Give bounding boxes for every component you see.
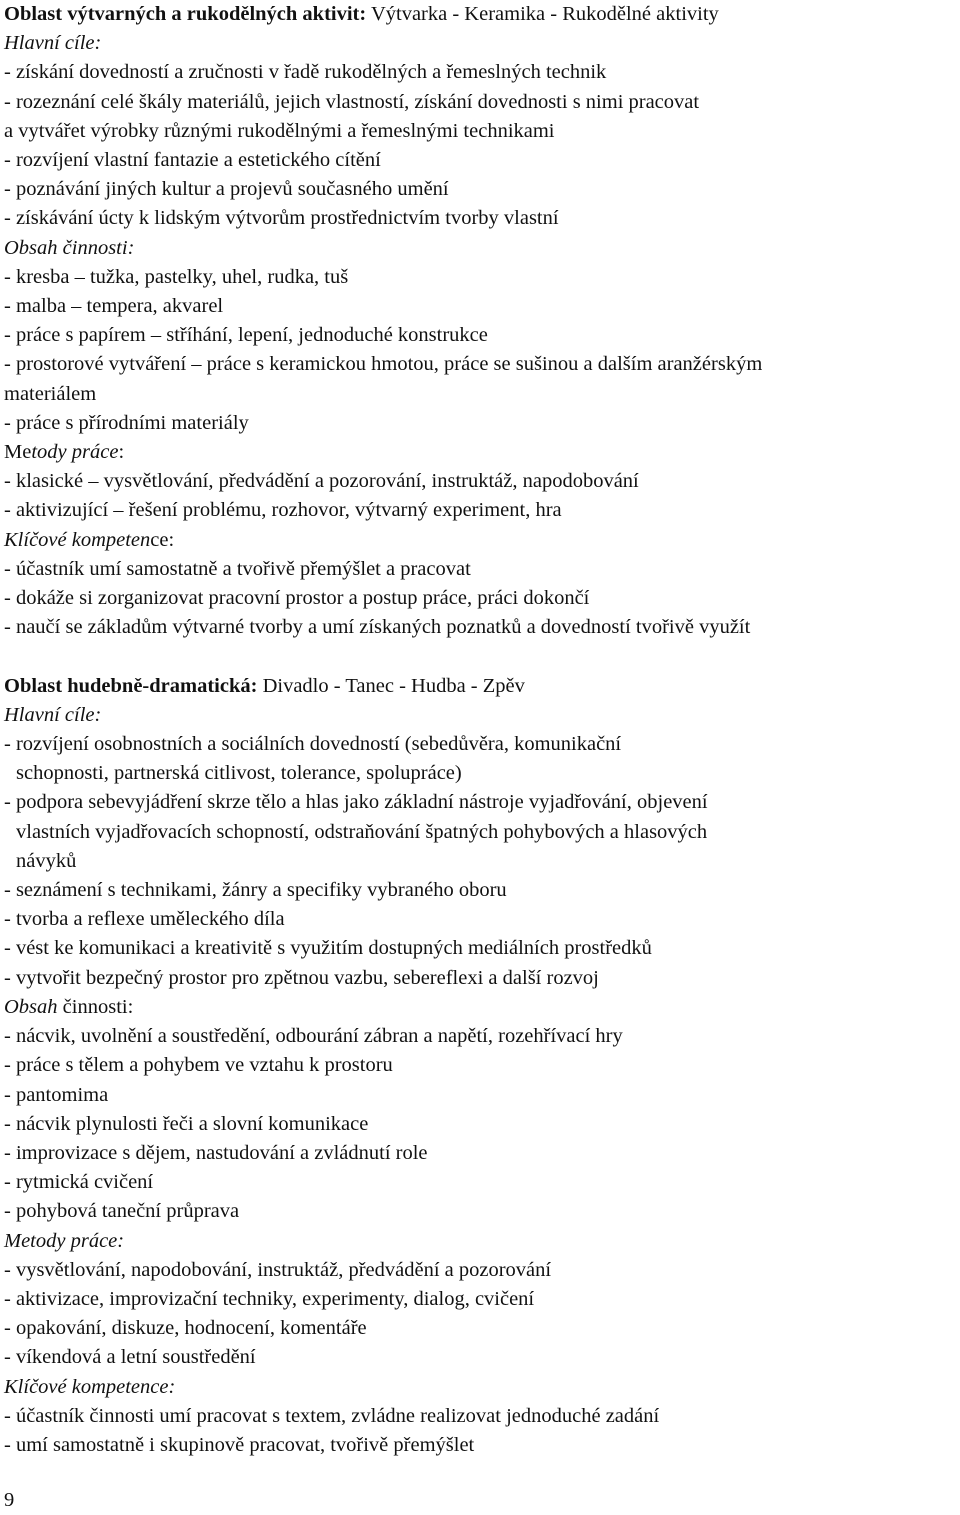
list-item: - získávání úcty k lidským výtvorům prostřednictvím tvorby vlastní [4,207,559,230]
list-item: - účastník činnosti umí pracovat s textem, zvládne realizovat jednoduché zadání [4,1404,660,1427]
list-item: a vytvářet výrobky různými rukodělnými a řemeslnými technikami [4,119,555,142]
list-item: - pohybová taneční průprava [4,1200,240,1223]
competences-heading-italic: Klíčové kompeten [4,528,151,551]
methods-heading [4,438,960,467]
list-item: - nácvik plynulosti řeči a slovní komunikace [4,1112,369,1135]
list-item: - vytvořit bezpečný prostor pro zpětnou vazbu, sebereflexi a další rozvoj [4,966,599,989]
list-item: materiálem [4,382,97,405]
list-item: - vést ke komunikaci a kreativitě s využitím dostupných mediálních prostředků [4,937,652,960]
list-item: - práce s tělem a pohybem ve vztahu k prostoru [4,1054,393,1077]
section-gap [4,642,960,671]
competences-heading [4,526,960,555]
goals-heading: Hlavní cíle: [4,703,102,726]
section-title-bold: Oblast hudebně-dramatická: [4,674,258,697]
list-item: - podpora sebevyjádření skrze tělo a hlas jako základní nástroje vyjadřování, objevení [4,791,708,814]
list-item: - účastník umí samostatně a tvořivě přemýšlet a pracovat [4,557,471,580]
section-music-drama [4,672,960,1460]
list-item: - rozeznání celé škály materiálů, jejich vlastností, získání dovednosti s nimi pracovat [4,90,700,113]
list-item: - prostorové vytváření – práce s keramickou hmotou, práce se sušinou a dalším aranžérským [4,353,763,376]
methods-heading-italic: tody práce [31,441,119,464]
list-item: - rozvíjení vlastní fantazie a estetického cítění [4,149,381,172]
methods-heading-tail: : [118,441,125,464]
list-item: - dokáže si zorganizovat pracovní prostor a postup práce, práci dokončí [4,587,590,610]
list-item: - naučí se základům výtvarné tvorby a umí získaných poznatků a dovedností tvořivě využít [4,616,751,639]
competences-heading-plain: ce: [150,528,175,551]
list-item: - opakování, diskuze, hodnocení, komentáře [4,1317,367,1340]
list-item: - nácvik, uvolnění a soustředění, odbourání zábran a napětí, rozehřívací hry [4,1025,623,1048]
list-item: - rytmická cvičení [4,1171,154,1194]
list-item: - poznávání jiných kultur a projevů současného umění [4,178,449,201]
list-item: - pantomima [4,1083,109,1106]
content-heading: Obsah činnosti: [4,236,135,259]
list-item: - vysvětlování, napodobování, instruktáž, předvádění a pozorování [4,1258,552,1281]
list-item-continuation: vlastních vyjadřovacích schopností, odstraňování špatných pohybových a hlasových [16,820,708,843]
list-item: - získání dovedností a zručnosti v řadě rukodělných a řemeslných technik [4,61,607,84]
section-title [4,672,960,701]
list-item: - práce s přírodními materiály [4,411,249,434]
list-item: - umí samostatně i skupinově pracovat, tvořivě přemýšlet [4,1433,475,1456]
competences-heading: Klíčové kompetence: [4,1375,176,1398]
content-heading [4,993,960,1022]
list-item: - práce s papírem – stříhání, lepení, jednoduché konstrukce [4,324,488,347]
list-item: - seznámení s technikami, žánry a specifiky vybraného oboru [4,879,507,902]
methods-heading: Metody práce: [4,1229,125,1252]
methods-heading-plain: Me [4,441,32,464]
section-title-rest: Divadlo - Tanec - Hudba - Zpěv [257,674,525,697]
section-title-bold: Oblast výtvarných a rukodělných aktivit: [4,3,367,25]
content-heading-plain: činnosti: [62,995,134,1018]
list-item-continuation: návyků [16,849,77,872]
list-item: - rozvíjení osobnostních a sociálních dovedností (sebedůvěra, komunikační [4,733,622,756]
section-art-crafts [4,0,960,642]
list-item: - kresba – tužka, pastelky, uhel, rudka, tuš [4,265,349,288]
list-item: - aktivizace, improvizační techniky, experimenty, dialog, cvičení [4,1287,535,1310]
section-title-rest: Výtvarka - Keramika - Rukodělné aktivity [366,3,719,25]
list-item: - malba – tempera, akvarel [4,295,224,318]
section-title [4,0,960,29]
goals-heading: Hlavní cíle: [4,32,102,55]
page-number: 9 [4,1489,15,1511]
list-item: - víkendová a letní soustředění [4,1346,256,1369]
list-item: - tvorba a reflexe uměleckého díla [4,908,285,931]
content-heading-italic: Obsah [4,995,63,1018]
list-item-continuation: schopnosti, partnerská citlivost, tolerance, spolupráce) [16,762,462,785]
list-item: - klasické – vysvětlování, předvádění a pozorování, instruktáž, napodobování [4,470,639,493]
list-item: - improvizace s dějem, nastudování a zvládnutí role [4,1141,428,1164]
list-item: - aktivizující – řešení problému, rozhovor, výtvarný experiment, hra [4,499,562,522]
